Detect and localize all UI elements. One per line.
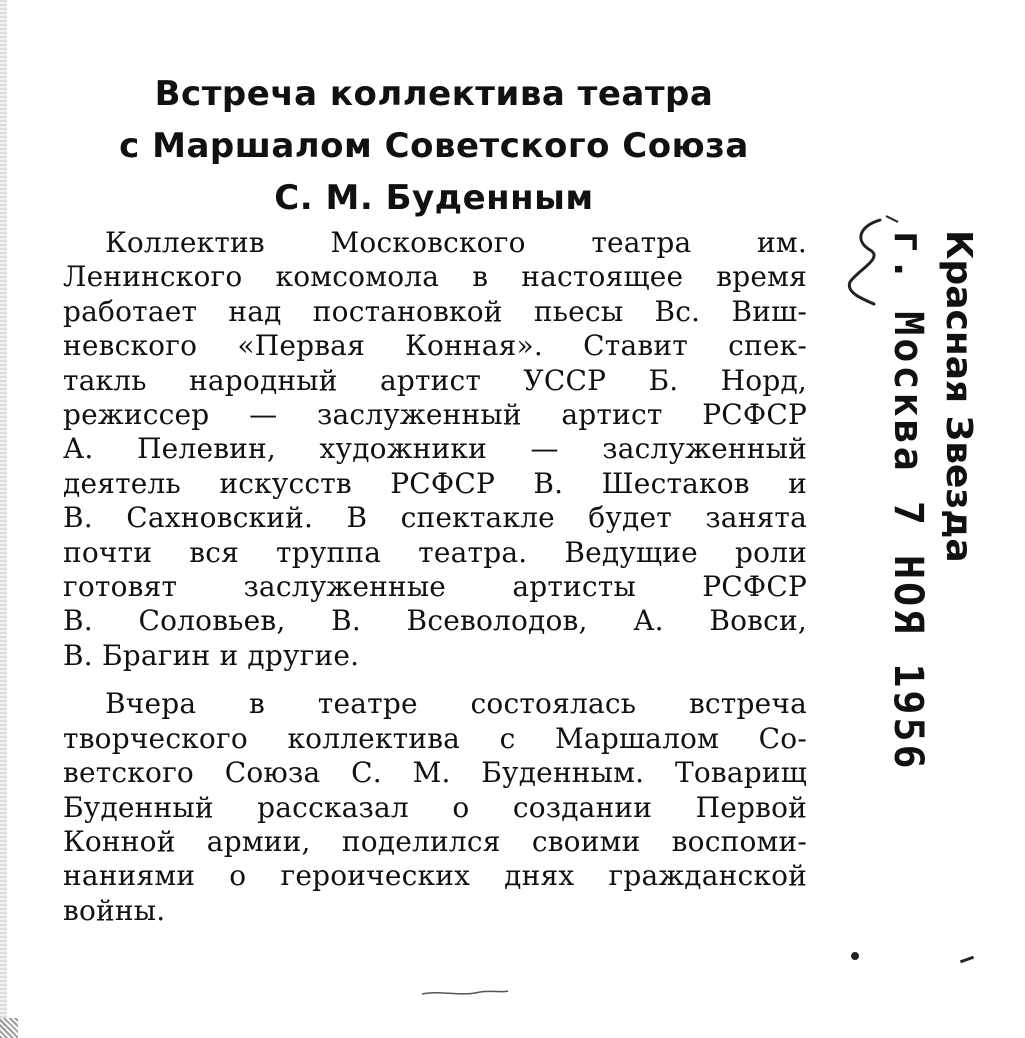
article-body [63, 226, 807, 928]
ink-dot [851, 952, 859, 960]
paragraph-2-line: Конной армии, поделился своими воспоми- [63, 824, 807, 858]
paragraph-2-line: наниями о героических днях гражданской [63, 859, 807, 893]
scan-corner-mark [0, 1018, 18, 1038]
paragraph-1-line: режиссер — заслуженный артист РСФСР [63, 398, 807, 432]
paragraph-1-line: почти вся труппа театра. Ведущие роли [63, 535, 807, 569]
article-clipping [55, 50, 813, 1020]
headline-line-2: с Маршалом Советского Союза [119, 126, 749, 166]
stamp-newspaper-name: Красная Звезда [938, 230, 979, 563]
headline-line-3: С. М. Буденным [274, 178, 594, 218]
ink-scribble-icon [420, 988, 510, 998]
paragraph-2-line: Буденный рассказал о создании Первой [63, 790, 807, 824]
paragraph-1-line: В. Сахновский. В спектакле будет занята [63, 501, 807, 535]
paragraph-1-line: готовят заслуженные артисты РСФСР [63, 570, 807, 604]
paragraph-1-line: В. Соловьев, В. Всеволодов, А. Вовси, [63, 604, 807, 638]
paragraph-2-line: ветского Союза С. М. Буденным. Товарищ [63, 756, 807, 790]
paragraph-1-line: Коллектив Московского театра им. [105, 226, 807, 259]
paragraph-gap [63, 673, 807, 687]
paragraph-1-line: такль народный артист УССР Б. Норд, [63, 363, 807, 397]
paragraph-2-line: войны. [63, 893, 166, 927]
paragraph-1-line: Ленинского комсомола в настоящее время [63, 260, 807, 294]
paragraph-1-line: А. Пелевин, художники — заслуженный [63, 432, 807, 466]
paragraph-1-line: деятель искусств РСФСР В. Шестаков и [63, 466, 807, 500]
paragraph-2-line: творческого коллектива с Маршалом Со- [63, 721, 807, 755]
source-stamp [878, 210, 983, 970]
paragraph-1-line: В. Брагин и другие. [63, 638, 360, 672]
paragraph-1-line: работает над постановкой пьесы Вс. Виш- [63, 294, 807, 328]
paragraph-2-line: Вчера в театре состоялась встреча [105, 687, 807, 721]
stamp-city-date: г. Москва 7 НОЯ 1956 [885, 230, 931, 772]
paragraph-1-line: невского «Первая Конная». Ставит спек- [63, 329, 807, 363]
scan-edge [0, 0, 7, 1038]
stamp-rotated-block [878, 210, 983, 970]
headline-line-1: Встреча коллектива театра [154, 74, 714, 114]
article-headline [55, 68, 813, 224]
